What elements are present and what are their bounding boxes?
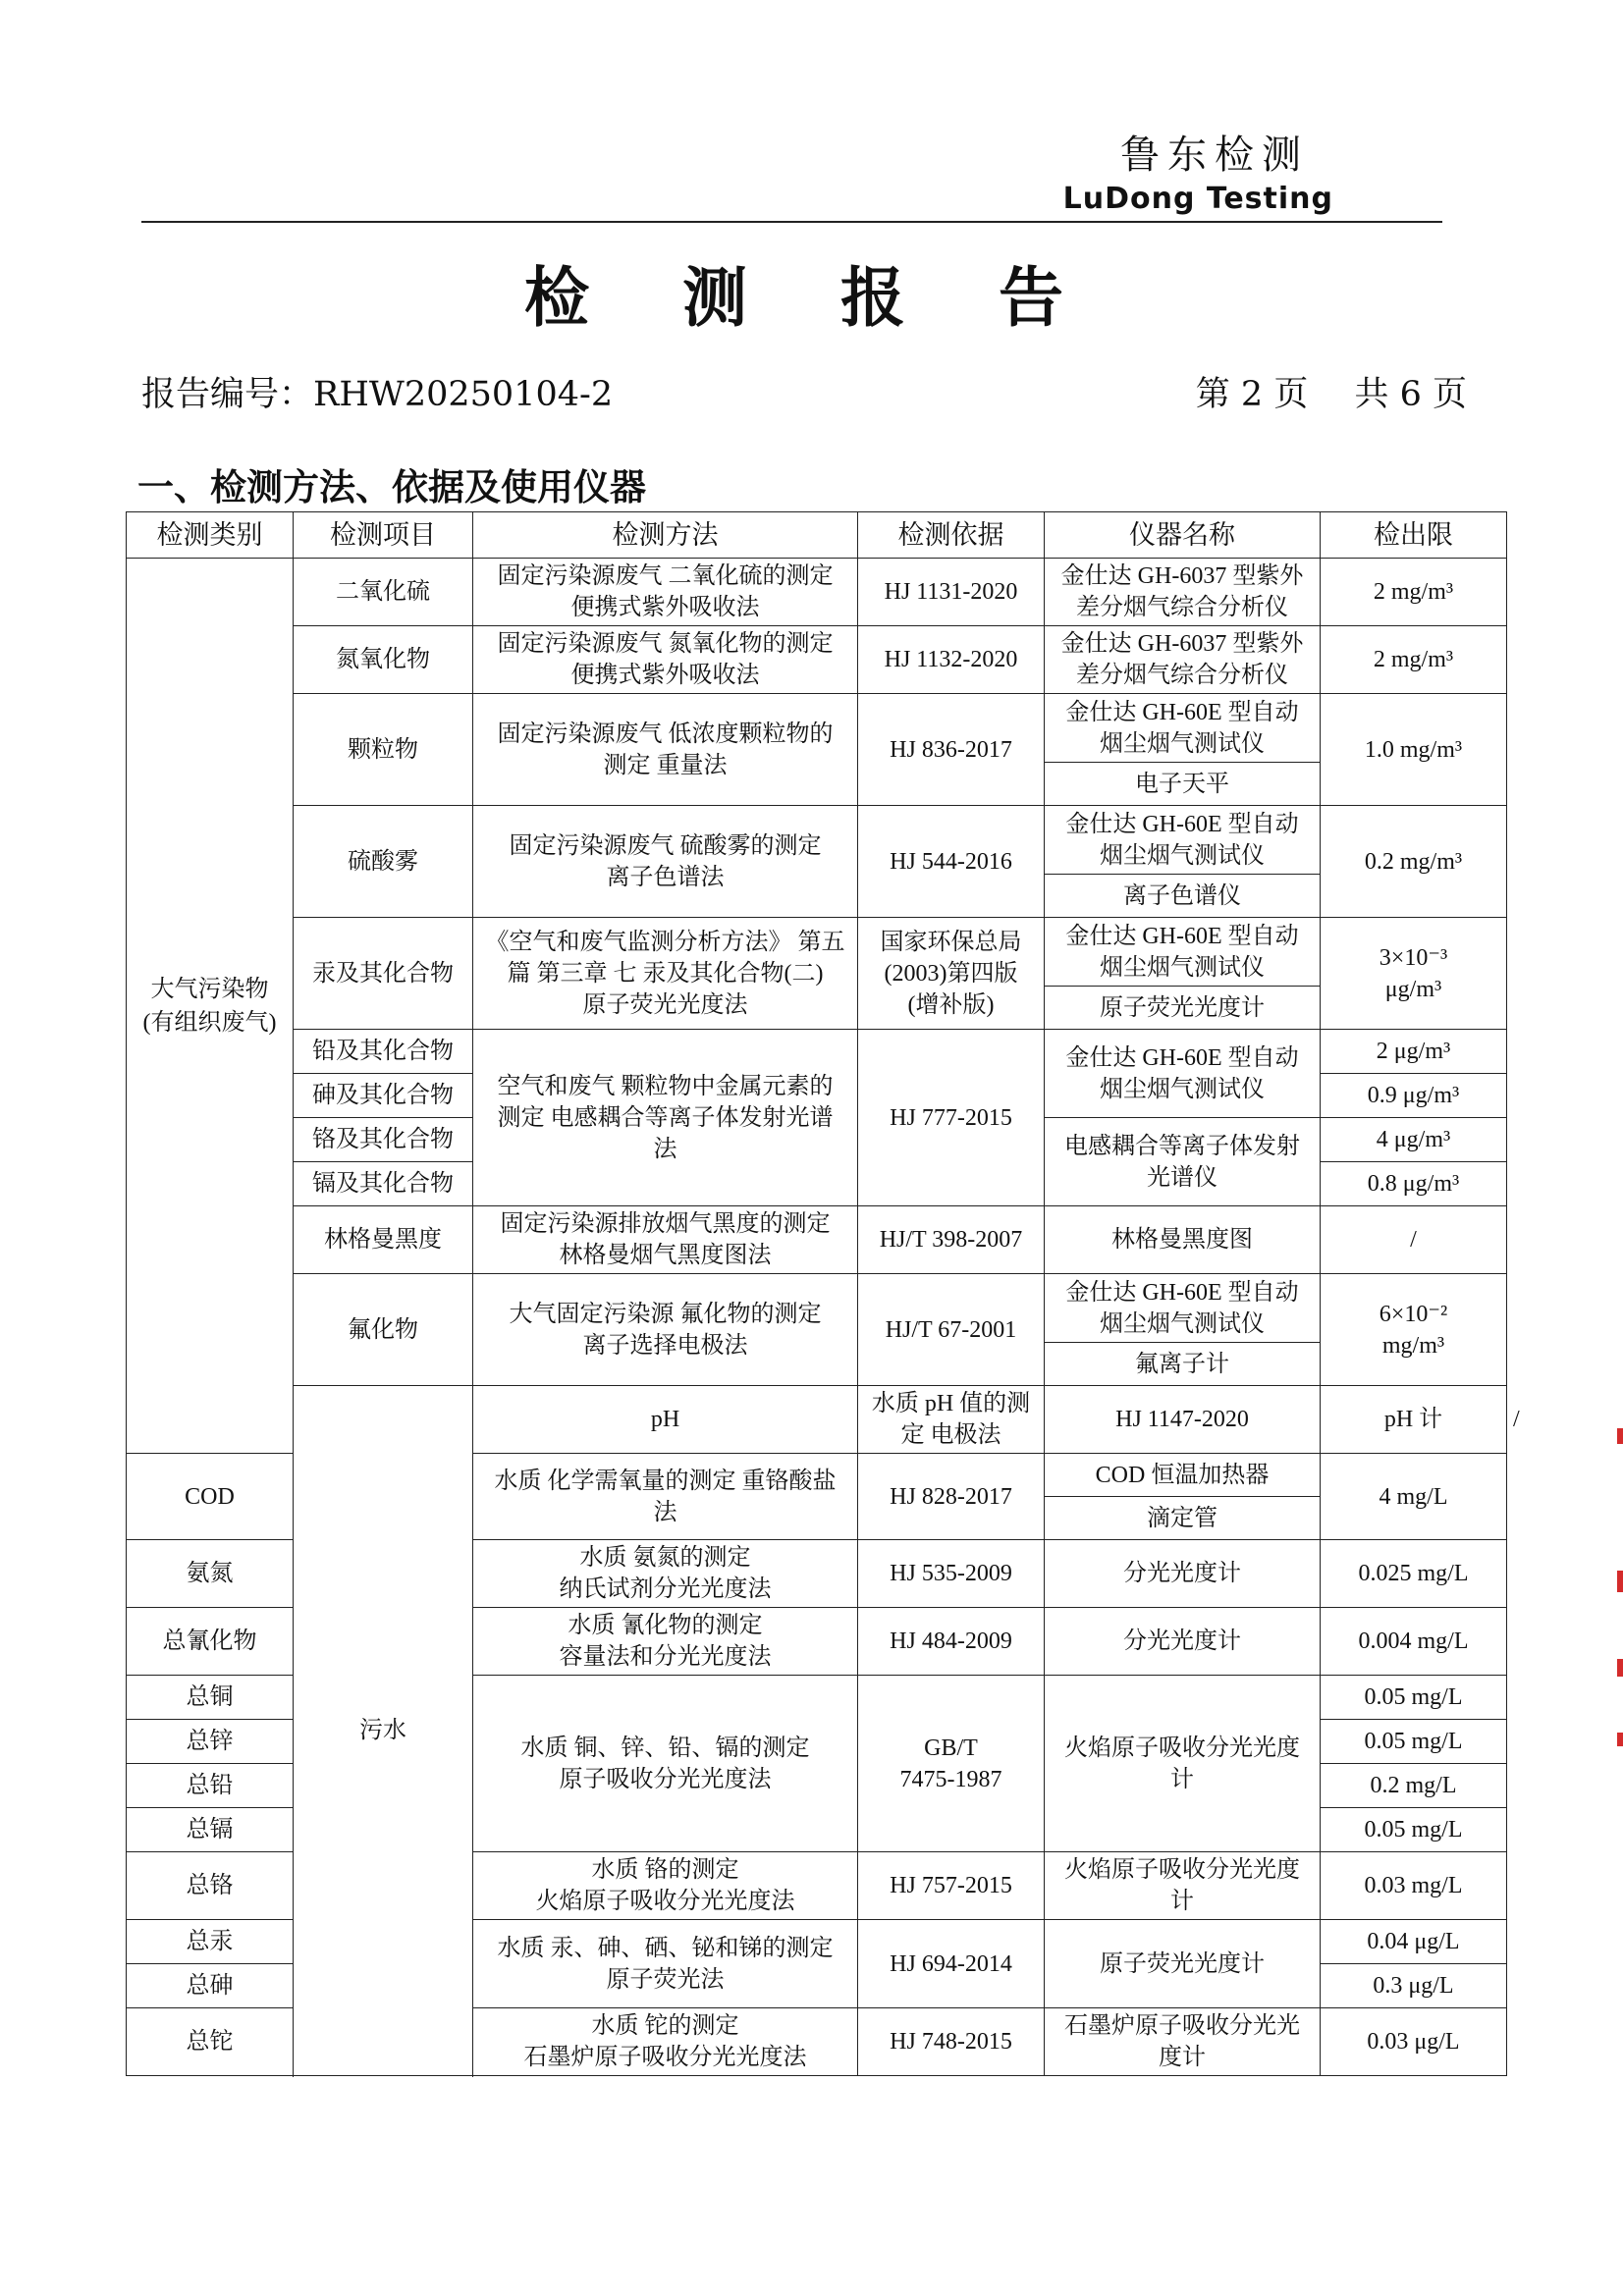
instrument-cell: 金仕达 GH-60E 型自动 烟尘烟气测试仪	[1045, 1274, 1321, 1343]
method-cell: 固定污染源废气 低浓度颗粒物的 测定 重量法	[473, 694, 858, 806]
method-cell: 水质 铜、锌、铅、镉的测定 原子吸收分光光度法	[473, 1676, 858, 1852]
limit-cell: 0.03 mg/L	[1321, 1852, 1507, 1920]
item-cell: 铅及其化合物	[294, 1030, 473, 1074]
item-cell: 总砷	[127, 1964, 294, 2008]
seal-edge-mark	[1617, 1428, 1623, 1444]
method-cell: 固定污染源废气 硫酸雾的测定 离子色谱法	[473, 806, 858, 918]
basis-cell: HJ 544-2016	[858, 806, 1045, 918]
limit-cell: 2 μg/m³	[1321, 1030, 1507, 1074]
instrument-cell: 金仕达 GH-60E 型自动 烟尘烟气测试仪	[1045, 1030, 1321, 1118]
basis-cell: HJ/T 67-2001	[858, 1274, 1045, 1386]
instrument-cell: 滴定管	[1045, 1497, 1321, 1540]
limit-cell: 0.025 mg/L	[1321, 1540, 1507, 1608]
item-cell: 总氰化物	[127, 1608, 294, 1676]
limit-cell: 3×10⁻³ μg/m³	[1321, 918, 1507, 1030]
basis-cell: HJ 694-2014	[858, 1920, 1045, 2008]
section-title: 一、检测方法、依据及使用仪器	[137, 465, 646, 508]
method-cell: 水质 氰化物的测定 容量法和分光光度法	[473, 1608, 858, 1676]
instrument-cell: 金仕达 GH-60E 型自动 烟尘烟气测试仪	[1045, 806, 1321, 875]
basis-cell: GB/T 7475-1987	[858, 1676, 1045, 1852]
page-number: 第 2 页	[1195, 375, 1309, 414]
instrument-cell: 离子色谱仪	[1045, 875, 1321, 918]
category-air: 大气污染物 (有组织废气)	[127, 559, 294, 1454]
limit-cell: 4 μg/m³	[1321, 1118, 1507, 1162]
instrument-cell: 金仕达 GH-6037 型紫外 差分烟气综合分析仪	[1045, 559, 1321, 626]
limit-cell: 4 mg/L	[1321, 1454, 1507, 1540]
item-cell: 硫酸雾	[294, 806, 473, 918]
limit-cell: 1.0 mg/m³	[1321, 694, 1507, 806]
item-cell: 氟化物	[294, 1274, 473, 1386]
limit-cell: 2 mg/m³	[1321, 626, 1507, 694]
instrument-cell: pH 计	[1321, 1386, 1507, 1454]
limit-cell: 0.05 mg/L	[1321, 1720, 1507, 1764]
item-cell: pH	[473, 1386, 858, 1454]
seal-edge-mark	[1617, 1659, 1623, 1677]
instrument-cell: 分光光度计	[1045, 1608, 1321, 1676]
item-cell: 总锌	[127, 1720, 294, 1764]
item-cell: 铬及其化合物	[294, 1118, 473, 1162]
method-cell: 固定污染源废气 氮氧化物的测定 便携式紫外吸收法	[473, 626, 858, 694]
method-cell: 水质 化学需氧量的测定 重铬酸盐 法	[473, 1454, 858, 1540]
instrument-cell: 金仕达 GH-60E 型自动 烟尘烟气测试仪	[1045, 694, 1321, 763]
basis-cell: HJ/T 398-2007	[858, 1206, 1045, 1274]
basis-cell: HJ 484-2009	[858, 1608, 1045, 1676]
basis-cell: HJ 828-2017	[858, 1454, 1045, 1540]
page-total: 共 6 页	[1354, 375, 1467, 414]
report-meta	[141, 367, 1467, 416]
table-row	[127, 1206, 1507, 1274]
method-cell: 水质 pH 值的测定 电极法	[858, 1386, 1045, 1454]
table-row	[127, 1030, 1507, 1074]
basis-cell: HJ 535-2009	[858, 1540, 1045, 1608]
header-item: 检测项目	[294, 512, 473, 559]
item-cell: 总铬	[127, 1852, 294, 1920]
method-cell: 水质 铬的测定 火焰原子吸收分光光度法	[473, 1852, 858, 1920]
limit-cell: 0.05 mg/L	[1321, 1808, 1507, 1852]
basis-cell: HJ 1147-2020	[1045, 1386, 1321, 1454]
instrument-cell: COD 恒温加热器	[1045, 1454, 1321, 1497]
method-cell: 水质 铊的测定 石墨炉原子吸收分光光度法	[473, 2008, 858, 2076]
item-cell: 总镉	[127, 1808, 294, 1852]
brand-name-en: LuDong Testing	[1062, 182, 1333, 216]
basis-cell: HJ 836-2017	[858, 694, 1045, 806]
table-row	[127, 1274, 1507, 1343]
basis-cell: 国家环保总局 (2003)第四版 (增补版)	[858, 918, 1045, 1030]
limit-cell: 0.04 μg/L	[1321, 1920, 1507, 1964]
limit-cell: 0.05 mg/L	[1321, 1676, 1507, 1720]
limit-cell: 0.2 mg/m³	[1321, 806, 1507, 918]
basis-cell: HJ 757-2015	[858, 1852, 1045, 1920]
method-cell: 水质 汞、砷、硒、铋和锑的测定 原子荧光法	[473, 1920, 858, 2008]
methods-table	[126, 511, 1520, 2076]
item-cell: 总铊	[127, 2008, 294, 2076]
instrument-cell: 氟离子计	[1045, 1343, 1321, 1386]
item-cell: 氮氧化物	[294, 626, 473, 694]
limit-cell: 0.03 μg/L	[1321, 2008, 1507, 2076]
instrument-cell: 金仕达 GH-6037 型紫外 差分烟气综合分析仪	[1045, 626, 1321, 694]
limit-cell: 6×10⁻² mg/m³	[1321, 1274, 1507, 1386]
table-header-row	[127, 512, 1507, 559]
method-cell: 固定污染源废气 二氧化硫的测定 便携式紫外吸收法	[473, 559, 858, 626]
method-cell: 固定污染源排放烟气黑度的测定 林格曼烟气黑度图法	[473, 1206, 858, 1274]
instrument-cell: 电感耦合等离子体发射 光谱仪	[1045, 1118, 1321, 1206]
basis-cell: HJ 777-2015	[858, 1030, 1045, 1206]
limit-cell: 0.3 μg/L	[1321, 1964, 1507, 2008]
item-cell: 林格曼黑度	[294, 1206, 473, 1274]
item-cell: 总铅	[127, 1764, 294, 1808]
table-row	[127, 806, 1507, 875]
method-cell: 《空气和废气监测分析方法》 第五 篇 第三章 七 汞及其化合物(二) 原子荧光光度法	[473, 918, 858, 1030]
limit-cell: 2 mg/m³	[1321, 559, 1507, 626]
seal-edge-mark	[1617, 1571, 1623, 1592]
method-cell: 大气固定污染源 氟化物的测定 离子选择电极法	[473, 1274, 858, 1386]
instrument-cell: 电子天平	[1045, 763, 1321, 806]
header-instrument: 仪器名称	[1045, 512, 1321, 559]
item-cell: 颗粒物	[294, 694, 473, 806]
instrument-cell: 原子荧光光度计	[1045, 1920, 1321, 2008]
basis-cell: HJ 748-2015	[858, 2008, 1045, 2076]
table-row: 污水 pH 水质 pH 值的测定 电极法 HJ 1147-2020 pH 计 /	[127, 1386, 1507, 1454]
limit-cell: 0.9 μg/m³	[1321, 1074, 1507, 1118]
brand-name-cn: 鲁东检测	[1120, 133, 1309, 178]
item-cell: 氨氮	[127, 1540, 294, 1608]
item-cell: COD	[127, 1454, 294, 1540]
limit-cell: 0.2 mg/L	[1321, 1764, 1507, 1808]
limit-cell: /	[1321, 1206, 1507, 1274]
basis-cell: HJ 1131-2020	[858, 559, 1045, 626]
table-row	[127, 694, 1507, 763]
item-cell: 镉及其化合物	[294, 1162, 473, 1206]
report-number: 报告编号：RHW20250104-2	[141, 375, 614, 414]
method-cell: 空气和废气 颗粒物中金属元素的 测定 电感耦合等离子体发射光谱 法	[473, 1030, 858, 1206]
item-cell: 二氧化硫	[294, 559, 473, 626]
seal-edge-mark	[1617, 1733, 1623, 1746]
header-rule	[141, 221, 1442, 223]
report-title: 检 测 报 告	[524, 259, 1099, 336]
limit-cell: 0.8 μg/m³	[1321, 1162, 1507, 1206]
header-category: 检测类别	[127, 512, 294, 559]
item-cell: 砷及其化合物	[294, 1074, 473, 1118]
header-limit: 检出限	[1321, 512, 1507, 559]
item-cell: 汞及其化合物	[294, 918, 473, 1030]
instrument-cell: 火焰原子吸收分光光度 计	[1045, 1852, 1321, 1920]
header-basis: 检测依据	[858, 512, 1045, 559]
method-cell: 水质 氨氮的测定 纳氏试剂分光光度法	[473, 1540, 858, 1608]
instrument-cell: 火焰原子吸收分光光度 计	[1045, 1676, 1321, 1852]
table-row	[127, 918, 1507, 987]
limit-cell: 0.004 mg/L	[1321, 1608, 1507, 1676]
item-cell: 总汞	[127, 1920, 294, 1964]
item-cell: 总铜	[127, 1676, 294, 1720]
instrument-cell: 分光光度计	[1045, 1540, 1321, 1608]
table-row	[127, 559, 1507, 626]
instrument-cell: 林格曼黑度图	[1045, 1206, 1321, 1274]
instrument-cell: 金仕达 GH-60E 型自动 烟尘烟气测试仪	[1045, 918, 1321, 987]
instrument-cell: 原子荧光光度计	[1045, 987, 1321, 1030]
header-method: 检测方法	[473, 512, 858, 559]
basis-cell: HJ 1132-2020	[858, 626, 1045, 694]
category-water: 污水	[294, 1386, 473, 2076]
table-row	[127, 626, 1507, 694]
instrument-cell: 石墨炉原子吸收分光光 度计	[1045, 2008, 1321, 2076]
